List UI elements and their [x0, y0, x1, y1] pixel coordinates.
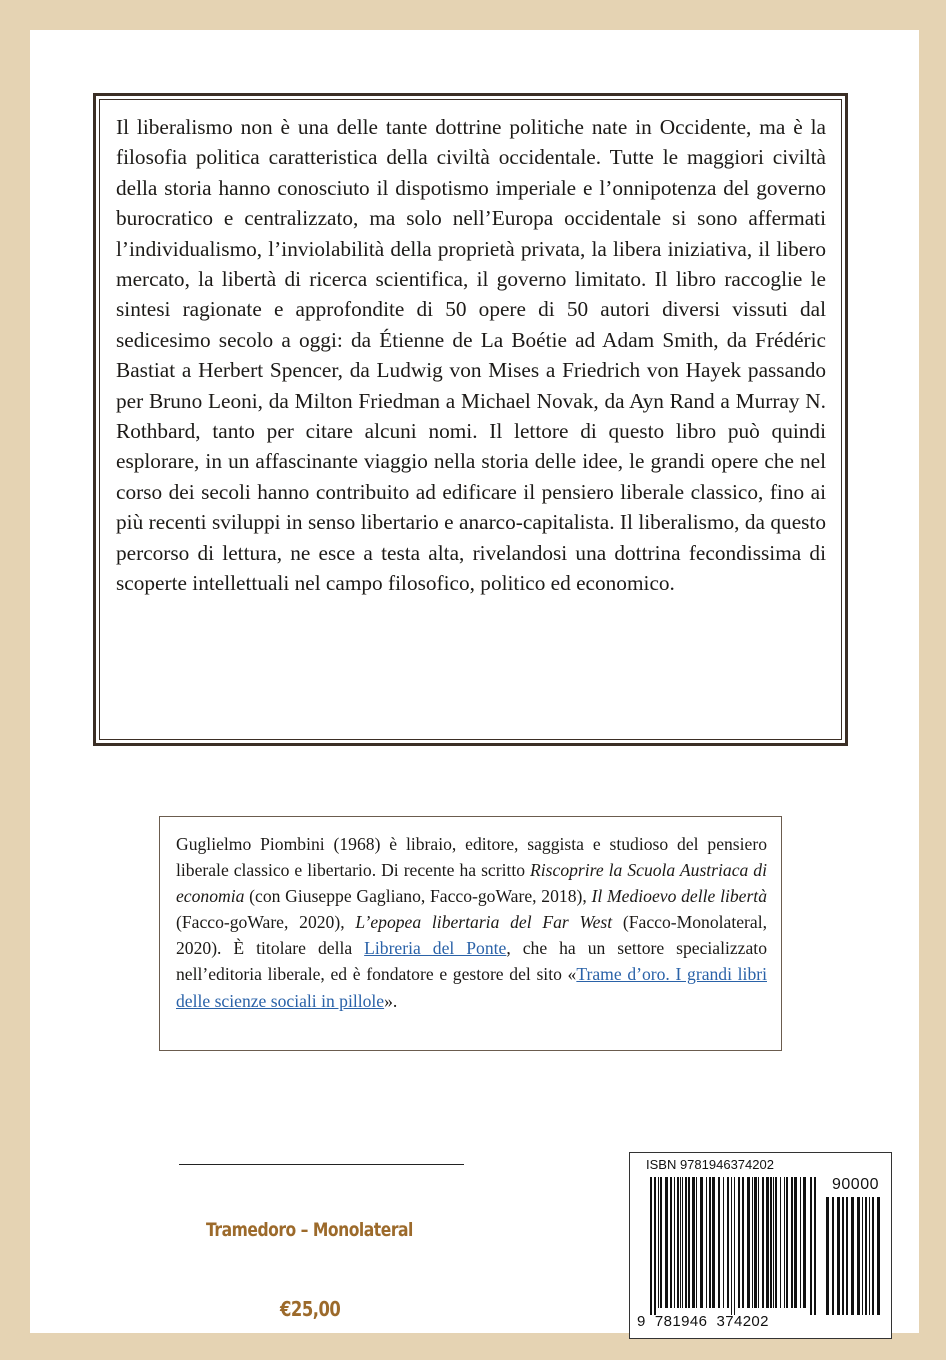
barcode-bar	[752, 1177, 753, 1308]
barcode-digits: 9 781946 374202	[637, 1313, 769, 1330]
barcode-bar	[709, 1177, 711, 1308]
book-title-2: Il Medioevo delle libertà	[591, 886, 767, 907]
barcode-bar	[784, 1177, 785, 1308]
barcode-bar	[775, 1177, 777, 1308]
barcode-bar	[872, 1197, 874, 1315]
barcode-bar	[762, 1177, 764, 1308]
barcode-bar	[803, 1177, 806, 1308]
barcode-bar	[826, 1197, 829, 1315]
barcode-bar	[869, 1197, 870, 1315]
barcode-bar	[731, 1177, 732, 1315]
price-label: €25,00	[280, 1297, 341, 1321]
barcode-bar	[832, 1197, 834, 1315]
barcode-bar	[650, 1177, 652, 1315]
author-bio	[176, 831, 767, 1014]
barcode-bar	[727, 1177, 729, 1308]
barcode-bar	[674, 1177, 675, 1308]
barcode-bar	[846, 1197, 848, 1315]
barcode-bar	[742, 1177, 744, 1308]
addon-number: 90000	[832, 1176, 879, 1193]
bio-text-5: , che ha un settore specializzato nell’editoria liberale, ed è fondatore e gestore del sito «	[176, 938, 767, 985]
bio-text-6: ».	[384, 990, 398, 1011]
blurb-inner-border	[99, 99, 842, 740]
barcode-bar	[723, 1177, 724, 1308]
barcode-bar	[857, 1197, 860, 1315]
blurb-frame	[93, 93, 848, 746]
barcode-bar	[780, 1177, 781, 1308]
barcode-bar	[738, 1177, 740, 1308]
isbn-label: ISBN 9781946374202	[646, 1157, 774, 1172]
barcode-bar	[660, 1177, 662, 1308]
barcode-bar	[680, 1177, 681, 1308]
barcode-bar	[696, 1177, 697, 1308]
divider-line	[179, 1164, 464, 1165]
barcode-bar	[747, 1177, 750, 1308]
barcode-bar	[688, 1177, 690, 1308]
bio-text-3: (Facco-goWare, 2020),	[176, 912, 356, 933]
barcode-bar	[786, 1177, 788, 1308]
barcode-bar	[677, 1177, 679, 1308]
publisher-name: Tramedoro – Monolateral	[206, 1219, 413, 1241]
barcode-bar	[837, 1197, 840, 1315]
barcode-bar	[851, 1197, 854, 1315]
barcode-bar	[800, 1177, 801, 1308]
barcode-bar	[692, 1177, 695, 1308]
barcode-bar	[773, 1177, 774, 1308]
bio-text-1: Guglielmo Piombini (1968) è libraio, editore, saggista e studioso del pensiero liberale classico e libertario. Di recente ha scritto	[176, 834, 767, 881]
barcode-bar	[700, 1177, 703, 1308]
bio-text-2: (con Giuseppe Gagliano, Facco-goWare, 2018),	[244, 886, 592, 907]
barcode-bar	[770, 1177, 772, 1308]
barcode-bar	[754, 1177, 757, 1308]
author-bio-box	[159, 816, 782, 1051]
barcode-bar	[685, 1177, 687, 1308]
isbn-barcode	[629, 1152, 892, 1339]
barcode-bar	[877, 1197, 880, 1315]
barcode-bar	[862, 1197, 863, 1315]
barcode-bar	[718, 1177, 720, 1308]
barcode-bar	[842, 1197, 844, 1315]
barcode-bar	[682, 1177, 683, 1308]
barcode-bar	[766, 1177, 769, 1308]
barcode-bar	[670, 1177, 672, 1308]
barcode-bar	[712, 1177, 715, 1308]
barcode-bar	[654, 1177, 656, 1315]
barcode-bar	[814, 1177, 816, 1315]
blurb-text: Il liberalismo non è una delle tante dottrine politiche nate in Occidente, ma è la filosofia politica caratteristica della civiltà occidentale. Tutte le maggiori civiltà della storia hanno conosciuto il dispotismo imperiale e l’onnipotenza del governo burocratico e centralizzato, ma solo nell’Europa occidentale si sono affermati l’individualismo, l’inviolabilità della proprietà privata, la libera iniziativa, il libero mercato, la libertà di ricerca scientifica, il governo limitato. Il libro raccoglie le sintesi ragionate e approfondite di 50 opere di 50 autori diversi vissuti dal sedicesimo secolo a oggi: da Étienne de La Boétie ad Adam Smith, da Frédéric Bastiat a Herbert Spencer, da Ludwig von Mises a Friedrich von Hayek passando per Bruno Leoni, da Milton Friedman a Michael Novak, da Ayn Rand a Murray N. Rothbard, tanto per citare alcuni nomi. Il lettore di questo libro può quindi esplorare, in un affascinante viaggio nella storia delle idee, le grandi opere che nel corso dei secoli hanno contribuito ad edificare il pensiero liberale classico, fino ai più recenti sviluppi in senso libertario e anarco-capitalista. Il liberalismo, da questo percorso di lettura, ne esce a testa alta, rivelandosi una dottrina fecondissima di scoperte intellettuali nel campo filosofico, politico ed economico.	[116, 115, 826, 596]
bio-text-4: (Facco-Monolateral, 2020). È titolare della	[176, 912, 767, 959]
barcode-bar	[865, 1197, 867, 1315]
book-title-1: Riscoprire la Scuola Austriaca di economia	[176, 860, 767, 907]
barcode-bar	[791, 1177, 793, 1308]
barcode-bar	[734, 1177, 735, 1315]
barcode-bar	[665, 1177, 668, 1308]
bookstore-link[interactable]: Libreria del Ponte	[364, 938, 507, 959]
barcode-bar	[706, 1177, 707, 1308]
barcode-bar	[810, 1177, 812, 1315]
barcode-bar	[794, 1177, 797, 1308]
barcode-bar	[758, 1177, 759, 1308]
website-link[interactable]: Trame d’oro. I grandi libri delle scienze sociali in pillole	[176, 964, 767, 1011]
book-title-3: L’epopea libertaria del Far West	[355, 912, 613, 933]
barcode-bar	[658, 1177, 659, 1308]
